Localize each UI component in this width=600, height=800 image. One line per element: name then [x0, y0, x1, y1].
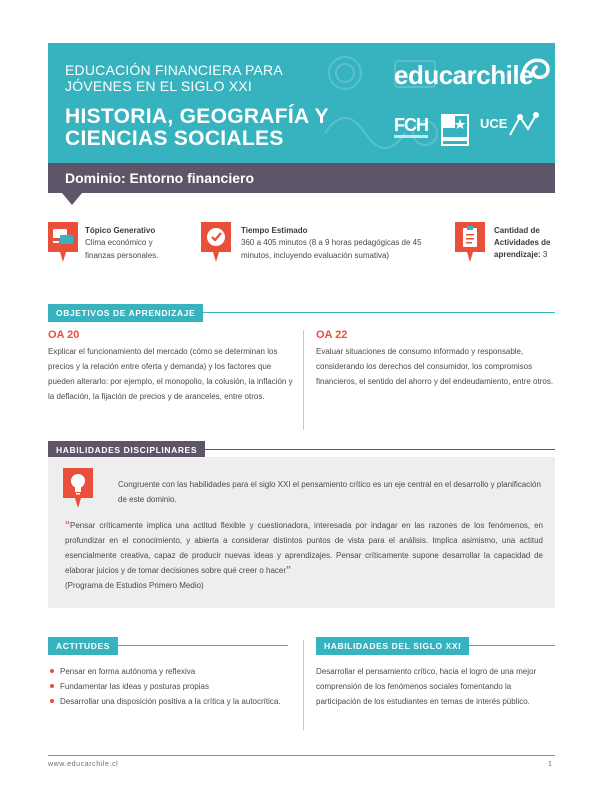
- subject-title: HISTORIA, GEOGRAFÍA Y CIENCIAS SOCIALES: [65, 105, 329, 150]
- clipboard-icon: [455, 222, 485, 262]
- domain-bar-pointer: [62, 193, 82, 205]
- domain-title: Dominio: Entorno financiero: [65, 170, 254, 186]
- domain-bar: [48, 163, 555, 193]
- uce-emblem-icon: [506, 111, 540, 141]
- objetivos-label: OBJETIVOS DE APRENDIZAJE: [48, 304, 203, 322]
- column-divider: [303, 330, 304, 430]
- educarchile-logo: educarchile: [394, 60, 534, 90]
- educarchile-swirl-icon: [518, 55, 552, 89]
- habilidades-label: HABILIDADES DISCIPLINARES: [48, 441, 205, 459]
- list-item: Fundamentar las ideas y posturas propias: [48, 679, 288, 694]
- quote-source: (Programa de Estudios Primero Medio): [65, 581, 204, 590]
- time-title: Tiempo Estimado: [241, 226, 308, 235]
- footer-url[interactable]: www.educarchile.cl: [48, 761, 119, 768]
- oa-text: Explicar el funcionamiento del mercado (cómo se determinan los precios y la relación entre oferta y demanda) y los factores que pueden alterarlo: por ejemplo, el monopolio, la colusión, la inflación y la deflación, la fijación de precios y de aranceles, entre otros.: [48, 347, 293, 401]
- siglo-xxi-text: Desarrollar el pensamiento crítico, hacia el logro de una mejor comprensión de los fenómenos sociales fomentando la participación de los estudiantes en temas de interés público.: [316, 667, 537, 706]
- topic-title: Tópico Generativo: [85, 226, 156, 235]
- page-number: 1: [548, 761, 552, 768]
- quote-text: Pensar críticamente implica una actitud flexible y cuestionadora, interesada por indagar en las razones de los fenómenos, en profundizar en el conocimiento, y abierta a considerar distintos puntos de vista para el análisis. Implica asimismo, una actitud esencialmente creativa, capaz de producir nuevas ideas y aprendizajes. Pensar críticamente supone desarrollar la capacidad de elaborar juicios y de tomar decisiones sobre qué creer o hacer: [65, 521, 543, 575]
- footer-rule: [48, 755, 555, 756]
- habilidades-quote: [65, 518, 543, 593]
- chat-bubble-icon: [48, 222, 78, 262]
- open-quote-mark: “: [65, 520, 70, 531]
- close-quote-mark: ”: [286, 565, 292, 576]
- header-banner: [48, 43, 555, 163]
- time-text: 360 a 405 minutos (8 a 9 horas pedagógicas de 45 minutos, incluyendo evaluación sumativa): [241, 238, 422, 260]
- activities-title: [494, 225, 556, 261]
- habilidades-intro: Congruente con las habilidades para el siglo XXI el pensamiento crítico es un eje central en el desarrollo y planificación de este dominio.: [118, 480, 541, 504]
- actitudes-label: ACTITUDES: [48, 637, 118, 655]
- fch-logo-underline: [394, 135, 428, 138]
- government-shield-icon: [440, 113, 470, 149]
- lightbulb-icon: [63, 468, 93, 508]
- actitudes-list: [48, 664, 288, 709]
- topic-text: Clima económico y finanzas personales.: [85, 238, 159, 260]
- fch-logo: FCH: [394, 115, 428, 135]
- oa-code: OA 22: [316, 329, 348, 341]
- activities-count: 3: [542, 250, 548, 259]
- list-item: Desarrollar una disposición positiva a la crítica y la autocrítica.: [48, 694, 288, 709]
- oa-code: OA 20: [48, 329, 80, 341]
- uce-logo: UCE: [480, 116, 508, 131]
- list-item: Pensar en forma autónoma y reflexiva: [48, 664, 288, 679]
- activities-label: Cantidad de Actividades de aprendizaje:: [494, 226, 551, 259]
- column-divider: [303, 640, 304, 730]
- kicker-title: EDUCACIÓN FINANCIERA PARA JÓVENES EN EL SIGLO XXI: [65, 62, 283, 94]
- siglo-xxi-label: HABILIDADES DEL SIGLO XXI: [316, 637, 469, 655]
- clock-icon: [201, 222, 231, 262]
- oa-text: Evaluar situaciones de consumo informado y responsable, considerando los derechos del consumidor, los compromisos financieros, el sentido del ahorro y del endeudamiento, entre otros.: [316, 347, 554, 386]
